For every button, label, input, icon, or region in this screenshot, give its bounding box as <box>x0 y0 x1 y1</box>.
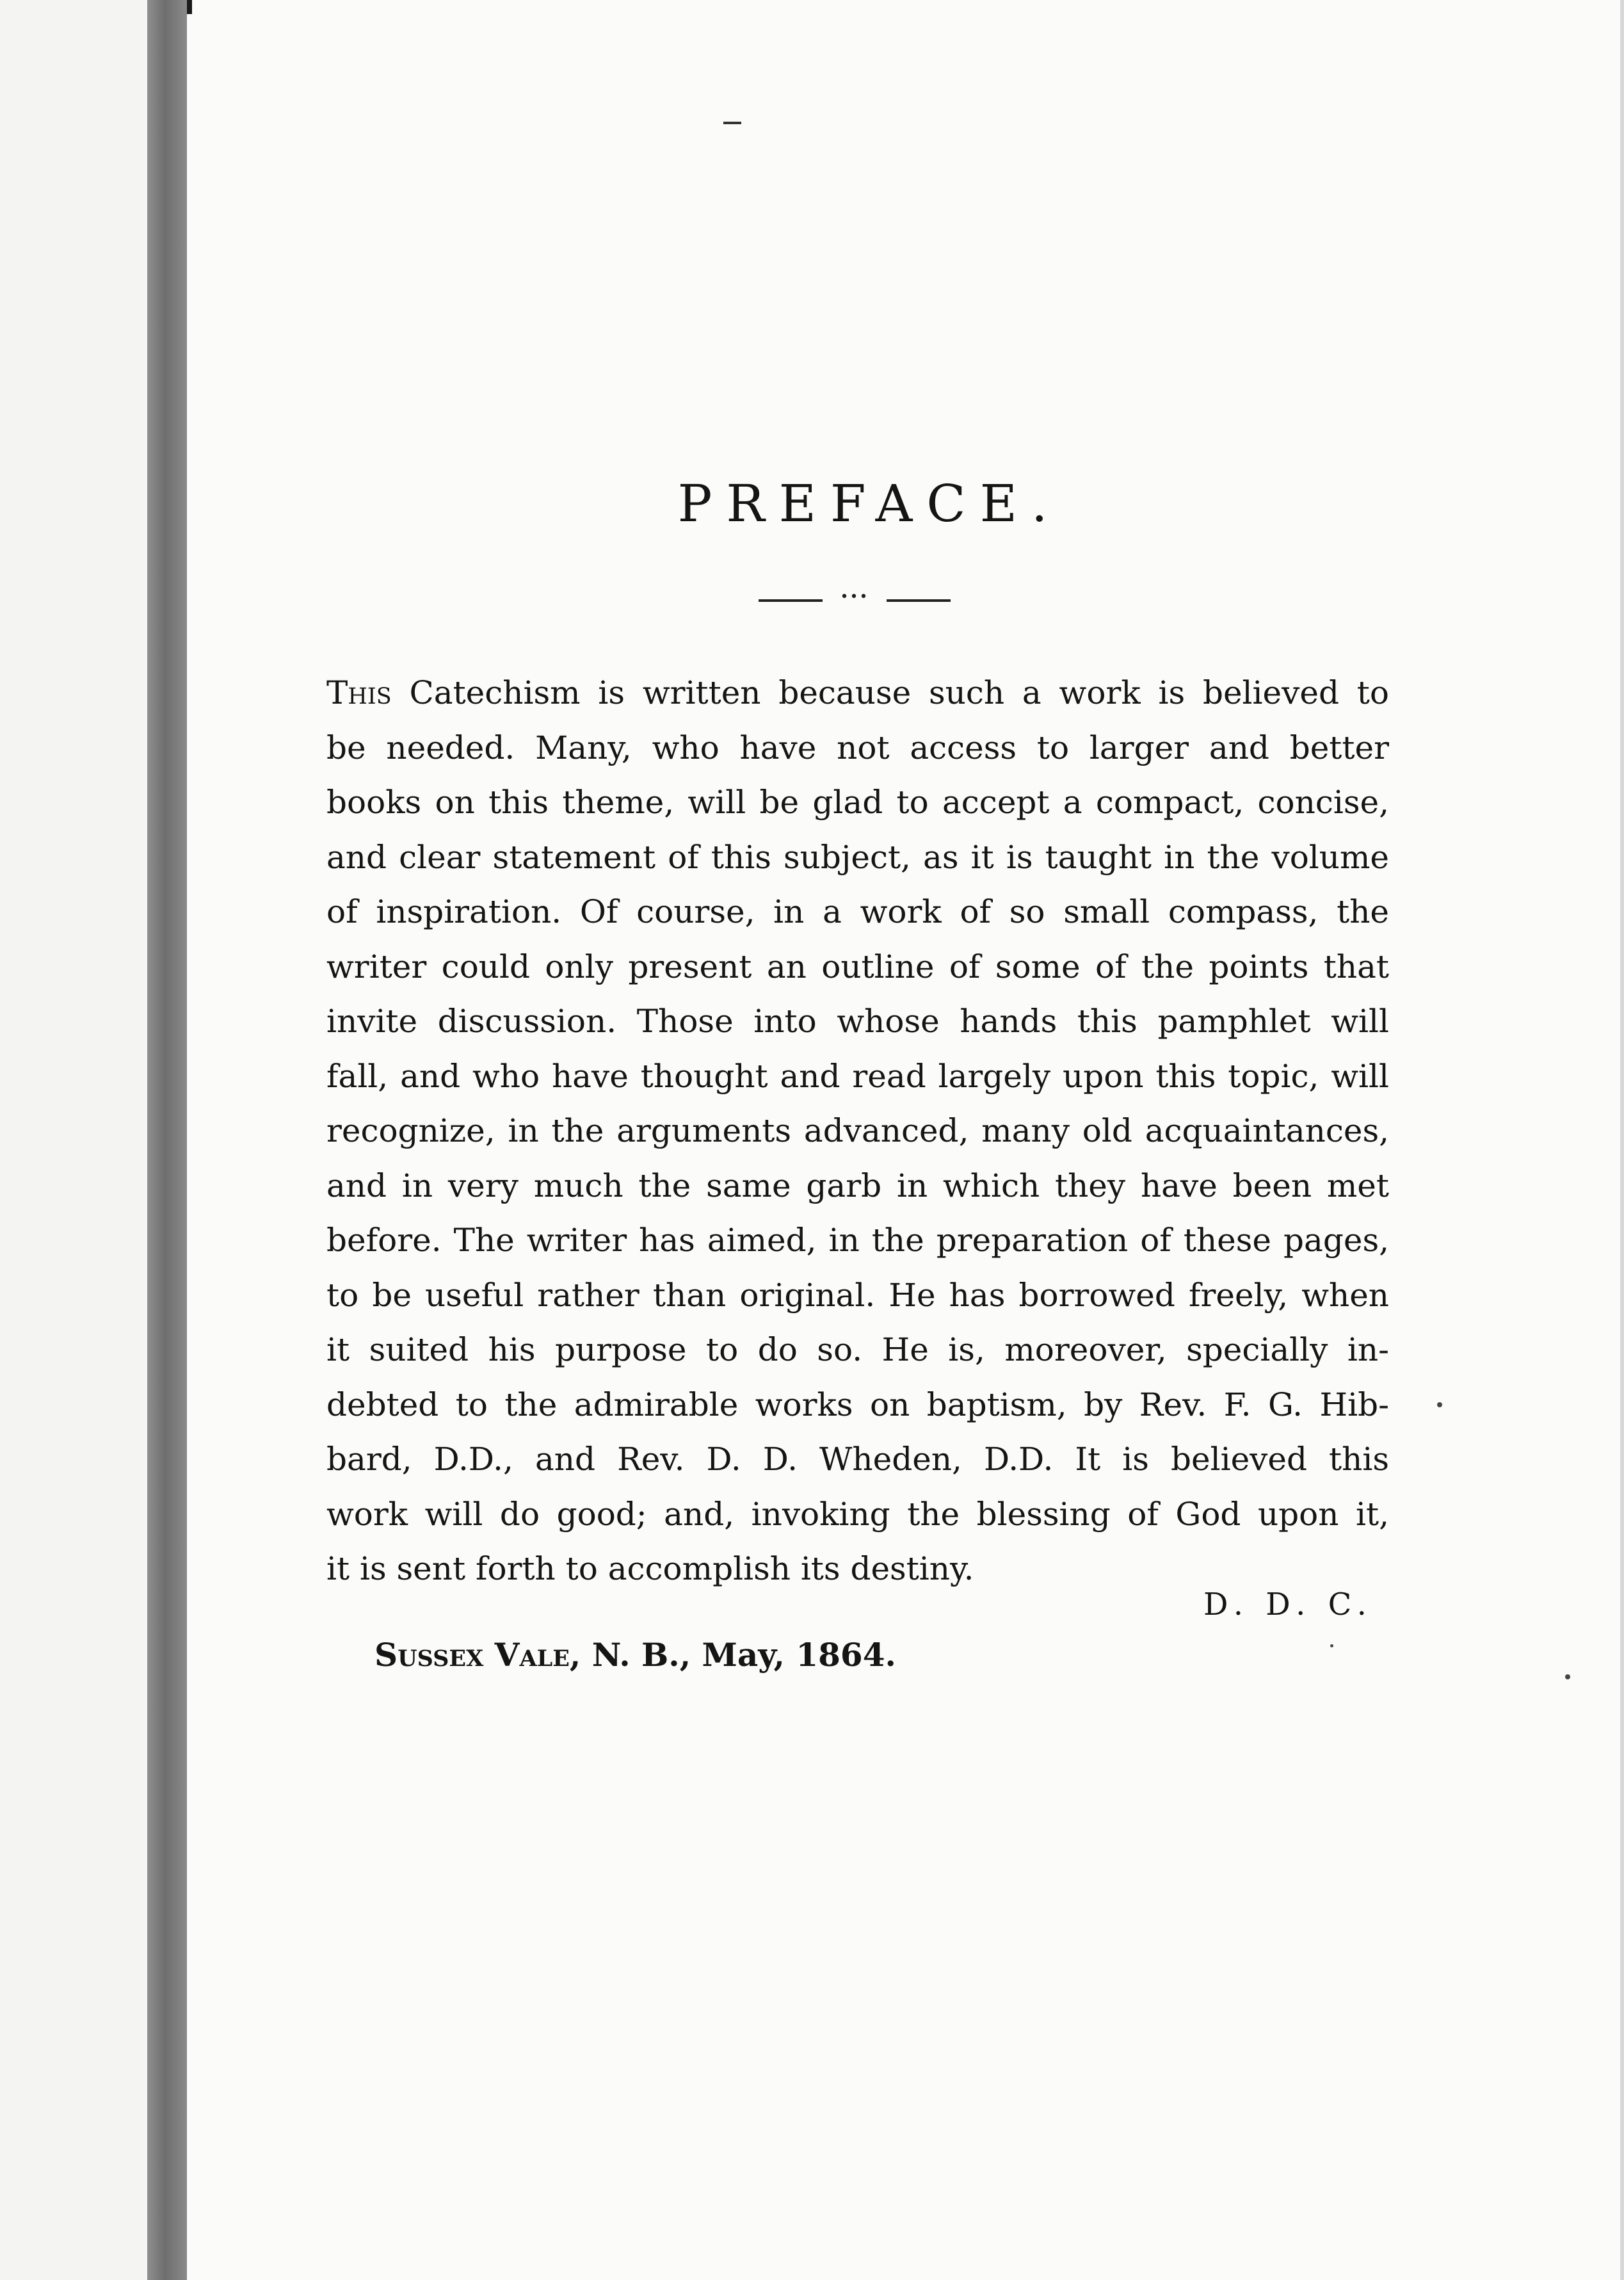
body-line: fall, and who have thought and read largely upon this topic, will <box>326 1057 1389 1095</box>
body-line: This Catechism is written because such a work is believed to <box>326 674 1389 711</box>
body-line: debted to the admirable works on baptism, by Rev. F. G. Hib- <box>326 1386 1389 1423</box>
body-line: recognize, in the arguments advanced, many old acquaintances, <box>326 1112 1389 1149</box>
ornament-dots: ••• <box>840 589 869 605</box>
title-ornament <box>759 589 951 607</box>
dateline-place: Sussex Vale <box>374 1636 570 1674</box>
body-line: books on this theme, will be glad to accept a compact, concise, <box>326 784 1389 821</box>
body-line: work will do good; and, invoking the blessing of God upon it, <box>326 1495 1389 1533</box>
scan-speck <box>1330 1644 1333 1647</box>
page-title: PREFACE. <box>677 474 1062 533</box>
dateline-rest: , N. B., May, 1864. <box>569 1636 896 1674</box>
print-mark <box>723 122 741 124</box>
body-line: of inspiration. Of course, in a work of so small compass, the <box>326 893 1389 930</box>
body-line: writer could only present an outline of some of the points that <box>326 948 1389 985</box>
body-line: before. The writer has aimed, in the preparation of these pages, <box>326 1222 1389 1259</box>
body-line: it suited his purpose to do so. He is, moreover, specially in- <box>326 1331 1389 1368</box>
scan-speck <box>1437 1402 1442 1407</box>
scan-speck <box>1565 1674 1570 1679</box>
body-line: and clear statement of this subject, as it is taught in the volume <box>326 838 1389 876</box>
body-line: be needed. Many, who have not access to larger and better <box>326 729 1389 766</box>
body-line: invite discussion. Those into whose hands this pamphlet will <box>326 1003 1389 1040</box>
body-line: bard, D.D., and Rev. D. D. Wheden, D.D. It is believed this <box>326 1441 1389 1478</box>
binding-strip <box>147 0 187 2280</box>
left-margin <box>0 0 147 2280</box>
scan-right-edge <box>1620 0 1624 2280</box>
body-line: and in very much the same garb in which they have been met <box>326 1167 1389 1204</box>
body-line: it is sent forth to accomplish its destiny. <box>326 1550 974 1587</box>
body-line: to be useful rather than original. He has borrowed freely, when <box>326 1276 1389 1314</box>
ornament-rule-left <box>759 599 823 602</box>
dateline <box>374 1636 896 1674</box>
preface-body <box>326 666 1389 1597</box>
signature: D. D. C. <box>1203 1587 1373 1622</box>
ornament-rule-right <box>887 599 951 602</box>
